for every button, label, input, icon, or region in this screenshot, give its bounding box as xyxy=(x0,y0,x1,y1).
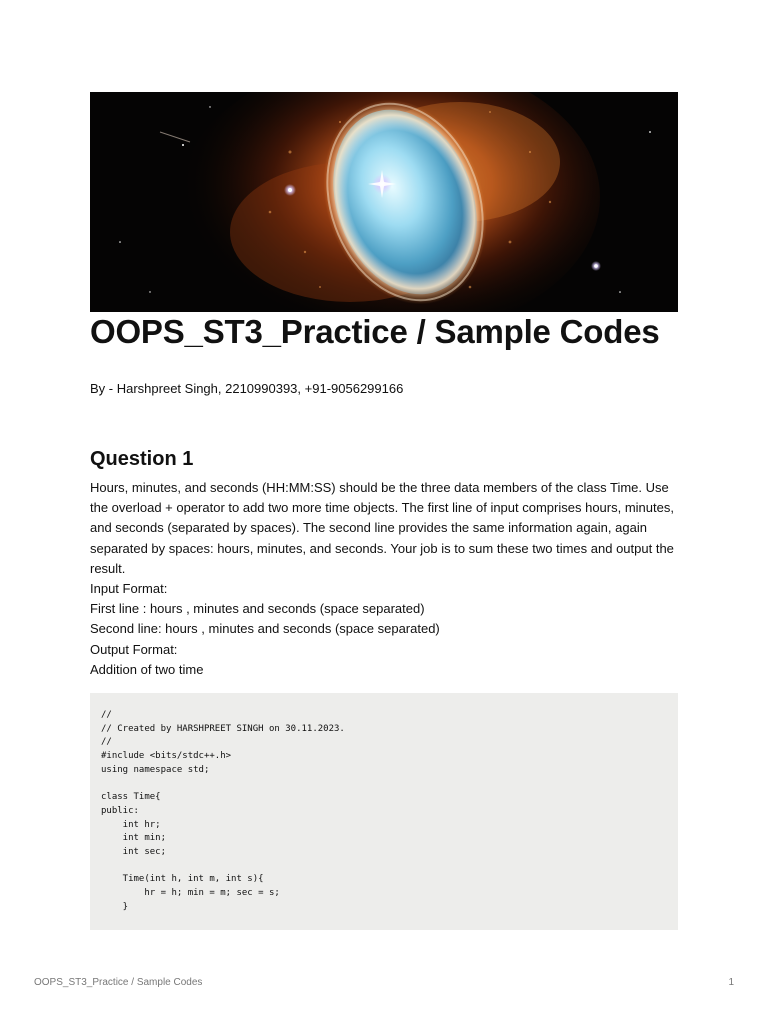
nebula-banner-image xyxy=(90,92,678,312)
output-format-label: Output Format: xyxy=(90,641,178,657)
code-block[interactable] xyxy=(90,693,678,930)
document-title: OOPS_ST3_Practice / Sample Codes xyxy=(90,313,660,350)
footer-document-name: OOPS_ST3_Practice / Sample Codes xyxy=(34,977,203,988)
input-format-line-1: First line : hours , minutes and seconds (space separated) xyxy=(90,601,425,617)
input-format-label: Input Format: xyxy=(90,581,168,597)
nebula-illustration xyxy=(90,92,678,312)
footer-page-number: 1 xyxy=(728,977,734,988)
output-format-line: Addition of two time xyxy=(90,661,204,677)
question-heading: Question 1 xyxy=(90,448,194,470)
author-byline: By - Harshpreet Singh, 2210990393, +91-9056299166 xyxy=(90,381,404,396)
question-description: Hours, minutes, and seconds (HH:MM:SS) should be the three data members of the class Time. Use the overload + operator to add two more time objects. The first line of input comprises hours, minutes, and seconds (separated by spaces). The second line provides the same information again, again separated by spaces: hours, minutes, and seconds. Your job is to sum these two times and output the result. xyxy=(90,480,674,576)
input-format-line-2: Second line: hours , minutes and seconds (space separated) xyxy=(90,621,440,637)
code-text[interactable]: // // Created by HARSHPREET SINGH on 30.11.2023. // #include <bits/stdc++.h> using namespace std; class Time{ public: int hr; int min; int sec; Time(int h, int m, int s){ hr = h; min = m; sec = s; } xyxy=(101,710,345,912)
question-body xyxy=(90,478,678,680)
